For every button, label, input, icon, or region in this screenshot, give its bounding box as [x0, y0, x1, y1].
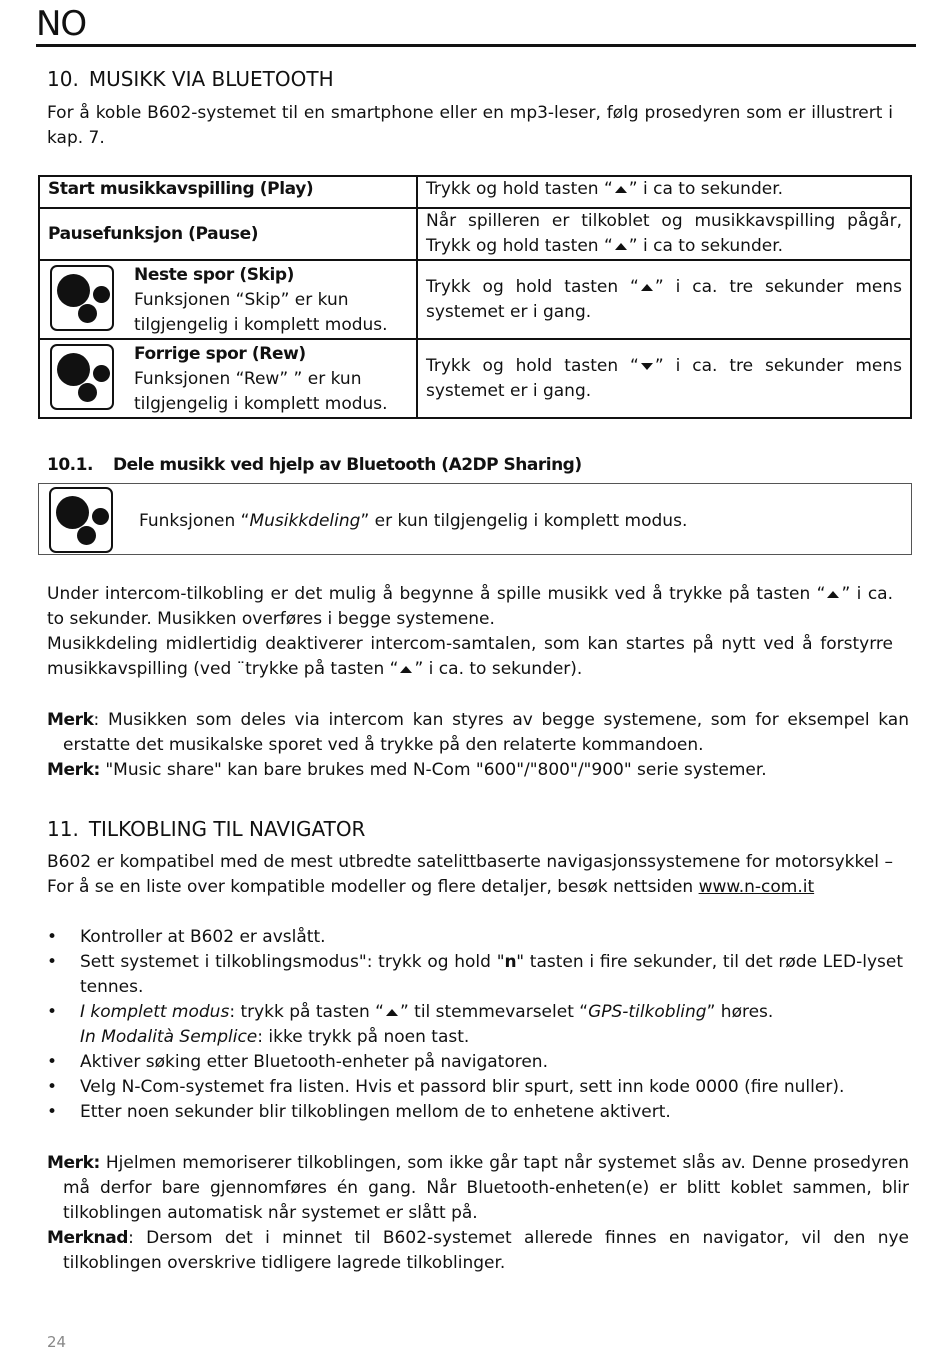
note-text: "Music share" kan bare brukes med N-Com "600"/"800"/"900" serie systemer. — [99, 760, 767, 780]
section-10-1-title: Dele musikk ved hjelp av Bluetooth (A2DP Sharing) — [113, 455, 582, 475]
skip-text — [134, 261, 408, 338]
list-item-text: Etter noen sekunder blir tilkoblingen mellom de to enhetene aktivert. — [80, 1102, 671, 1122]
list-item-em: I komplett modus — [80, 1002, 230, 1022]
header-rule — [36, 44, 916, 47]
share-paragraph-2 — [47, 632, 893, 682]
list-item-text: Sett systemet i tilkoblingsmodus": trykk og hold " — [80, 952, 505, 972]
pause-label: Pausefunksjon (Pause) — [48, 223, 259, 244]
bullet-icon: • — [47, 1052, 58, 1072]
section-11-title: TILKOBLING TIL NAVIGATOR — [88, 817, 366, 841]
share-p1-pre: Under intercom-tilkobling er det mulig å begynne å spille musikk ved å trykke på tasten “ — [47, 584, 826, 604]
section-10-heading — [47, 66, 334, 92]
language-code: NO — [36, 4, 87, 44]
section-10-1-heading — [47, 453, 582, 478]
pause-desc-line1: Når spilleren er tilkoblet og musikkavspilling pågår, — [426, 211, 902, 231]
navigator-note-2 — [47, 1226, 909, 1276]
arrow-up-icon — [641, 284, 653, 291]
music-share-note — [139, 509, 687, 534]
music-share-box — [38, 483, 912, 555]
play-desc-pre: Trykk og hold tasten “ — [426, 179, 613, 199]
skip-desc-pre: Trykk og hold tasten “ — [426, 277, 639, 297]
share-p2-post: ” i ca. to sekunder). — [414, 659, 583, 679]
skip-desc-cell — [417, 260, 911, 339]
bullet-icon: • — [47, 927, 58, 947]
section-11-heading — [47, 816, 365, 842]
list-item — [47, 1000, 903, 1050]
rew-desc-post: ” i ca. tre sekunder mens systemet er i gang. — [426, 356, 902, 401]
three-dot-button-icon — [50, 265, 114, 331]
navigator-note-1 — [47, 1151, 909, 1226]
page-number: 24 — [47, 1333, 67, 1351]
list-item — [47, 950, 903, 1000]
note-label: Merk — [47, 710, 94, 730]
rew-label-cell — [39, 339, 417, 418]
table-row-pause — [39, 208, 911, 260]
share-note-2 — [47, 758, 909, 783]
table-row-play — [39, 176, 911, 208]
play-label-cell — [39, 176, 417, 208]
section-11-intro — [47, 850, 893, 900]
arrow-up-icon — [827, 591, 839, 598]
note-label: Merk: — [47, 760, 100, 780]
share-note-pre: Funksjonen “ — [139, 511, 250, 531]
list-item — [47, 1050, 903, 1075]
music-commands-table — [38, 175, 912, 419]
list-item — [47, 1075, 903, 1100]
skip-icon-row — [48, 261, 408, 338]
rew-desc-cell — [417, 339, 911, 418]
list-item-text: ” til stemmevarselet “ — [399, 1002, 589, 1022]
n-key-label: n — [504, 952, 517, 972]
table-row-skip — [39, 260, 911, 339]
ncom-website-link[interactable]: www.n-com.it — [698, 877, 815, 897]
section-10-number: 10. — [47, 67, 79, 91]
note-label: Merk: — [47, 1153, 100, 1173]
list-item-text: Aktiver søking etter Bluetooth-enheter på navigatoren. — [80, 1052, 548, 1072]
list-item-text: " tasten i fire sekunder, til det røde LED-lyset tennes. — [80, 952, 903, 997]
rew-label: Forrige spor (Rew) — [134, 344, 306, 364]
list-item-text: ” høres. — [706, 1002, 774, 1022]
section-11-number: 11. — [47, 817, 79, 841]
share-note-post: ” er kun tilgjengelig i komplett modus. — [360, 511, 688, 531]
play-desc-cell — [417, 176, 911, 208]
list-item-em: In Modalità Semplice — [80, 1027, 258, 1047]
section-10-title: MUSIKK VIA BLUETOOTH — [88, 67, 334, 91]
bullet-icon: • — [47, 1002, 58, 1022]
list-item-text: : ikke trykk på noen tast. — [257, 1027, 470, 1047]
pause-label-cell — [39, 208, 417, 260]
note-text: : Musikken som deles via intercom kan styres av begge systemene, som for eksempel kan erstatte det musikalske sporet ved å trykke på den relaterte kommandoen. — [63, 710, 909, 755]
arrow-up-icon — [615, 186, 627, 193]
section-10-intro: For å koble B602-systemet til en smartphone eller en mp3-leser, følg prosedyren som er illustrert i kap. 7. — [47, 103, 893, 148]
list-item-text: : trykk på tasten “ — [229, 1002, 384, 1022]
skip-note: Funksjonen “Skip” er kun tilgjengelig i komplett modus. — [134, 290, 388, 335]
pause-desc-post: ” i ca to sekunder. — [628, 236, 784, 256]
skip-desc-post: ” i ca. tre sekunder mens systemet er i gang. — [426, 277, 902, 322]
note-text: : Dersom det i minnet til B602-systemet allerede finnes en navigator, vil den nye tilkoblingen overskrive tidligere lagrede tilkoblinger. — [63, 1228, 909, 1273]
rew-desc-pre: Trykk og hold tasten “ — [426, 356, 639, 376]
share-paragraph-1 — [47, 582, 893, 632]
skip-label: Neste spor (Skip) — [134, 265, 295, 285]
list-item-text: Kontroller at B602 er avslått. — [80, 927, 326, 947]
pause-desc-cell — [417, 208, 911, 260]
share-p1-post: ” i ca. to sekunder. Musikken overføres i begge systemene. — [47, 584, 893, 629]
list-item-text: Velg N-Com-systemet fra listen. Hvis et passord blir spurt, sett inn kode 0000 (fire nuller). — [80, 1077, 845, 1097]
play-desc-post: ” i ca to sekunder. — [628, 179, 784, 199]
table-row-rew — [39, 339, 911, 418]
note-label: Merknad — [47, 1228, 129, 1248]
arrow-up-icon — [400, 666, 412, 673]
pause-desc-pre: Trykk og hold tasten “ — [426, 236, 613, 256]
share-note-1 — [47, 708, 909, 758]
section-10-1-number: 10.1. — [47, 455, 93, 475]
section-11-intro-text: B602 er kompatibel med de mest utbredte satelittbaserte navigasjonssystemene for motorsykkel – For å se en liste over kompatible modeller og flere detaljer, besøk nettsiden — [47, 852, 893, 897]
three-dot-button-icon — [50, 344, 114, 410]
three-dot-button-icon — [49, 487, 113, 553]
skip-label-cell — [39, 260, 417, 339]
note-text: Hjelmen memoriserer tilkoblingen, som ikke går tapt når systemet slås av. Denne prosedyren må derfor bare gjennomføres én gang. Når Bluetooth-enheten(e) er blitt koblet sammen, blir tilkoblingen automatisk når systemet er slått på. — [63, 1153, 909, 1223]
arrow-up-icon — [386, 1009, 398, 1016]
share-p2-pre: Musikkdeling midlertidig deaktiverer intercom-samtalen, som kan startes på nytt ved å forstyrre musikkavspilling (ved ¨trykke på tasten “ — [47, 634, 893, 679]
bullet-icon: • — [47, 952, 58, 972]
rew-text — [134, 340, 408, 417]
rew-icon-row — [48, 340, 408, 417]
arrow-down-icon — [641, 363, 653, 370]
bullet-icon: • — [47, 1102, 58, 1122]
list-item-em: GPS-tilkobling — [588, 1002, 707, 1022]
share-note-em: Musikkdeling — [249, 511, 361, 531]
rew-note: Funksjonen “Rew” ” er kun tilgjengelig i komplett modus. — [134, 369, 388, 414]
arrow-up-icon — [615, 243, 627, 250]
list-item — [47, 1100, 903, 1125]
bullet-icon: • — [47, 1077, 58, 1097]
navigator-steps-list — [47, 925, 903, 1125]
list-item — [47, 925, 903, 950]
play-label: Start musikkavspilling (Play) — [48, 179, 314, 199]
